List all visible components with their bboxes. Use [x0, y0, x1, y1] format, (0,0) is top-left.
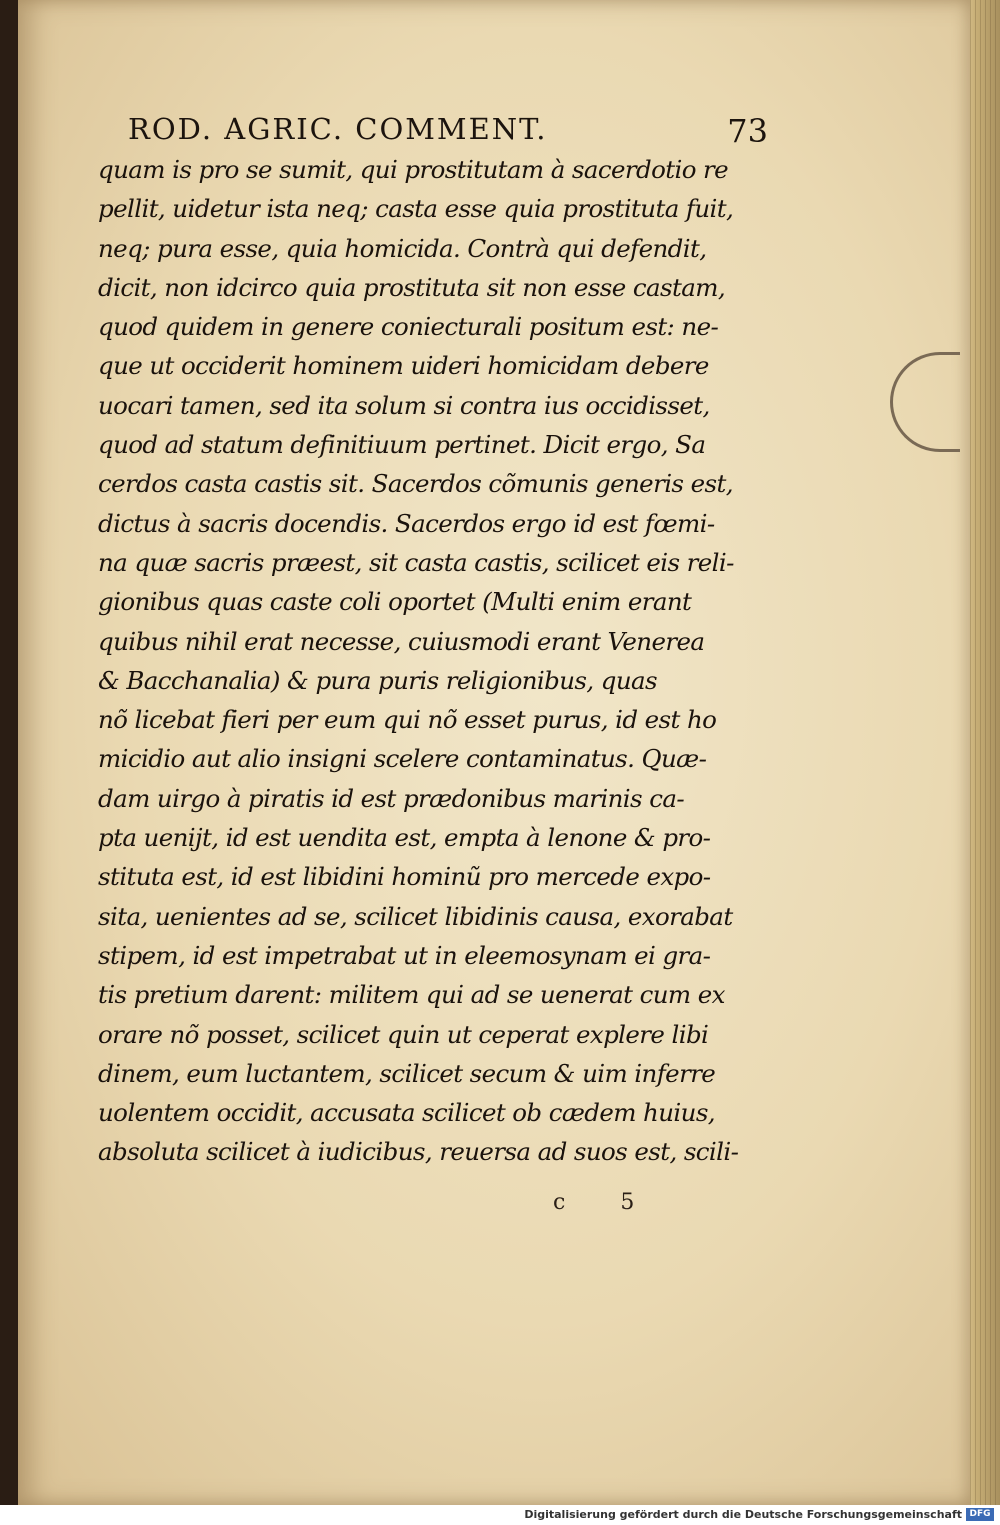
- running-head: ROD. AGRIC. COMMENT.: [128, 112, 548, 146]
- text-line: nõ licebat fieri per eum qui nõ esset purus, id est ho: [98, 705, 717, 735]
- text-line: dam uirgo à piratis id est prædonibus marinis ca-: [98, 783, 685, 813]
- text-line: na quæ sacris præest, sit casta castis, scilicet eis reli-: [98, 547, 734, 577]
- text-line: stipem, id est impetrabat ut in eleemosynam ei gra-: [98, 940, 711, 970]
- text-line: pta uenijt, id est uendita est, empta à lenone & pro-: [98, 823, 711, 853]
- text-line: uolentem occidit, accusata scilicet ob cædem huius,: [98, 1098, 715, 1128]
- text-line: orare nõ posset, scilicet quin ut ceperat explere libi: [98, 1019, 709, 1049]
- text-line: tis pretium darent: militem qui ad se uenerat cum ex: [98, 980, 725, 1010]
- text-line: uocari tamen, sed ita solum si contra ius occidisset,: [98, 390, 710, 420]
- text-line: dinem, eum luctantem, scilicet secum & uim inferre: [98, 1058, 716, 1088]
- text-line: & Bacchanalia) & pura puris religionibus, quas: [98, 665, 658, 695]
- text-line: stituta est, id est libidini hominũ pro mercede expo-: [98, 862, 711, 892]
- text-line: sita, uenientes ad se, scilicet libidinis causa, exorabat: [98, 901, 733, 931]
- text-block: [98, 150, 739, 1172]
- dfg-logo: DFG: [966, 1508, 994, 1521]
- funding-credit: Digitalisierung gefördert durch die Deutsche Forschungsgemeinschaft: [524, 1508, 962, 1521]
- text-line: dictus à sacris docendis. Sacerdos ergo id est fœmi-: [98, 508, 715, 538]
- page-clip: [890, 352, 960, 452]
- signature-mark: c 5: [553, 1190, 659, 1215]
- text-line: absoluta scilicet à iudicibus, reuersa ad suos est, scili-: [98, 1137, 739, 1167]
- book-page: [18, 0, 970, 1505]
- folio-number: 73: [727, 112, 768, 150]
- text-line: neq; pura esse, quia homicida. Contrà qui defendit,: [98, 233, 707, 263]
- text-line: dicit, non idcirco quia prostituta sit non esse castam,: [98, 272, 726, 302]
- text-line: gionibus quas caste coli oportet (Multi enim erant: [98, 587, 692, 617]
- text-line: quod quidem in genere coniecturali positum est: ne-: [98, 312, 719, 342]
- text-line: quod ad statum definitiuum pertinet. Dicit ergo, Sa: [98, 430, 706, 460]
- text-line: pellit, uidetur ista neq; casta esse quia prostituta fuit,: [98, 194, 734, 224]
- text-line: micidio aut alio insigni scelere contaminatus. Quæ-: [98, 744, 707, 774]
- text-line: quibus nihil erat necesse, cuiusmodi erant Venerea: [98, 626, 705, 656]
- text-line: quam is pro se sumit, qui prostitutam à sacerdotio re: [98, 155, 729, 184]
- page-header: [128, 112, 768, 152]
- footer-bar: [0, 1505, 1000, 1525]
- text-line: que ut occiderit hominem uideri homicidam debere: [98, 351, 709, 381]
- text-line: cerdos casta castis sit. Sacerdos cõmunis generis est,: [98, 469, 733, 499]
